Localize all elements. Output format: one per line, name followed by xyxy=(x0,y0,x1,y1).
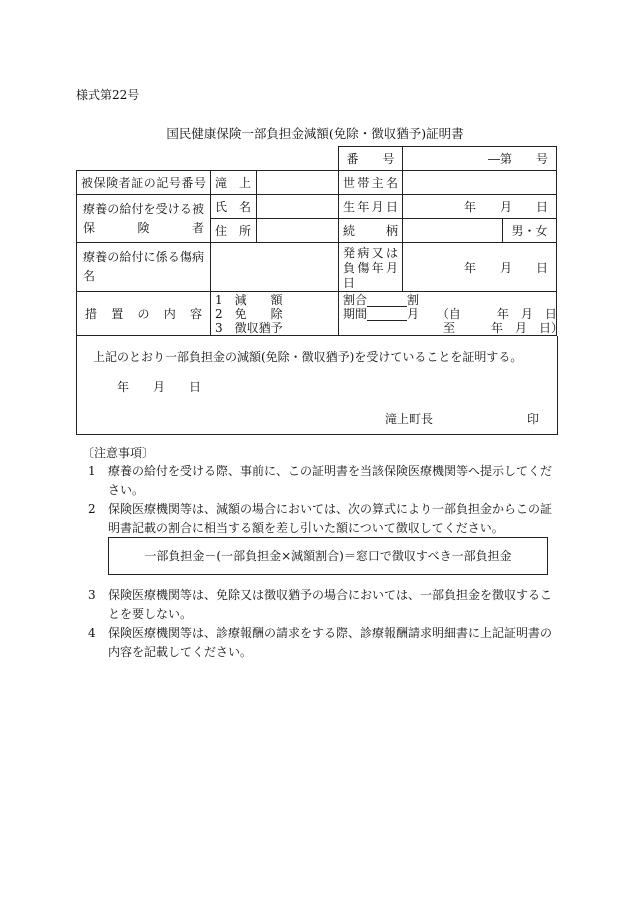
ratio-line xyxy=(343,293,552,307)
note-item-2 xyxy=(88,500,558,538)
insured-id-label: 被保険者証の記号番号 xyxy=(77,171,211,195)
seal-mark: 印 xyxy=(527,412,540,426)
sex-value[interactable]: 男・女 xyxy=(503,219,557,243)
period-input[interactable] xyxy=(367,308,407,321)
disease-value[interactable] xyxy=(211,243,339,292)
document-title: 国民健康保険一部負担金減額(免除・徴収猶予)証明書 xyxy=(166,126,464,141)
period-label: 期間 xyxy=(343,307,368,321)
note-item-3 xyxy=(88,586,558,624)
relation-value[interactable] xyxy=(403,219,503,243)
row-measure xyxy=(77,292,557,336)
period-from: （自 年 月 日 xyxy=(436,307,557,321)
form-number: 様式第22号 xyxy=(76,88,140,102)
address-value[interactable] xyxy=(257,219,339,243)
recipient-label: 療養の給付を受ける被保険者 xyxy=(77,195,211,243)
householder-value[interactable] xyxy=(403,171,557,195)
householder-label: 世帯主名 xyxy=(339,171,403,195)
row-name xyxy=(77,195,557,219)
note-text: 保険医療機関等は、診療報酬の請求をする際、診療報酬請求明細書に上記証明書の内容を記載してください。 xyxy=(108,626,553,659)
ratio-label: 割合 xyxy=(343,293,368,307)
note-text: 療養の給付を受ける際、事前に、この証明書を当該保険医療機関等へ提示してください。 xyxy=(108,464,553,497)
disease-label: 療養の給付に係る傷病名 xyxy=(77,243,211,292)
certification-box xyxy=(76,336,558,435)
insured-id-blank[interactable] xyxy=(257,171,339,195)
formula-box: 一部負担金－(一部負担金×減額割合)＝窓口で徴収すべき一部負担金 xyxy=(108,537,548,575)
measure-option-exempt[interactable]: 2 免 除 xyxy=(215,307,283,321)
row-disease xyxy=(77,243,557,292)
row-number xyxy=(77,147,557,171)
name-label: 氏 名 xyxy=(211,195,257,219)
note-text: 保険医療機関等は、減額の場合においては、次の算式により一部負担金からこの証明書記載の割合に相当する額を差し引いた額について徴収してください。 xyxy=(108,502,553,535)
measure-label: 措置の内容 xyxy=(77,292,211,336)
measure-option-defer[interactable]: 3 徴収猶予 xyxy=(215,321,283,335)
measure-option-reduce[interactable]: 1 減 額 xyxy=(215,293,283,307)
note-item-1 xyxy=(88,462,558,500)
note-item-4 xyxy=(88,624,558,662)
birth-value[interactable]: 年 月 日 xyxy=(403,195,557,219)
name-value[interactable] xyxy=(257,195,339,219)
ratio-input[interactable] xyxy=(367,294,407,307)
number-label: 番 号 xyxy=(339,147,403,171)
note-number: 3 xyxy=(88,588,96,602)
certificate-table xyxy=(76,146,564,336)
notes-heading: 〔注意事項〕 xyxy=(82,446,155,460)
period-unit: 月 xyxy=(407,307,420,321)
period-to: 至 年 月 日） xyxy=(443,321,564,335)
insured-id-value[interactable]: 滝 上 xyxy=(211,171,257,195)
measure-options[interactable] xyxy=(211,292,339,336)
issuer-name: 滝上町長 xyxy=(385,412,434,426)
note-number: 2 xyxy=(88,502,96,516)
note-number: 4 xyxy=(88,626,96,640)
certification-statement: 上記のとおり一部負担金の減額(免除・徴収猶予)を受けていることを証明する。 xyxy=(93,350,523,364)
measure-details xyxy=(339,292,564,336)
note-text: 保険医療機関等は、免除又は徴収猶予の場合においては、一部負担金を徴収することを要しない。 xyxy=(108,588,553,621)
birth-label: 生年月日 xyxy=(339,195,403,219)
ratio-unit: 割 xyxy=(407,293,420,307)
note-number: 1 xyxy=(88,464,96,478)
number-value[interactable]: ―第 号 xyxy=(403,147,557,171)
address-label: 住 所 xyxy=(211,219,257,243)
relation-label: 続 柄 xyxy=(339,219,403,243)
onset-value[interactable]: 年 月 日 xyxy=(403,243,557,292)
period-line xyxy=(343,307,557,321)
onset-label: 発病又は負傷年月日 xyxy=(339,243,403,292)
certification-date[interactable]: 年 月 日 xyxy=(117,380,202,394)
row-insured-id xyxy=(77,171,557,195)
